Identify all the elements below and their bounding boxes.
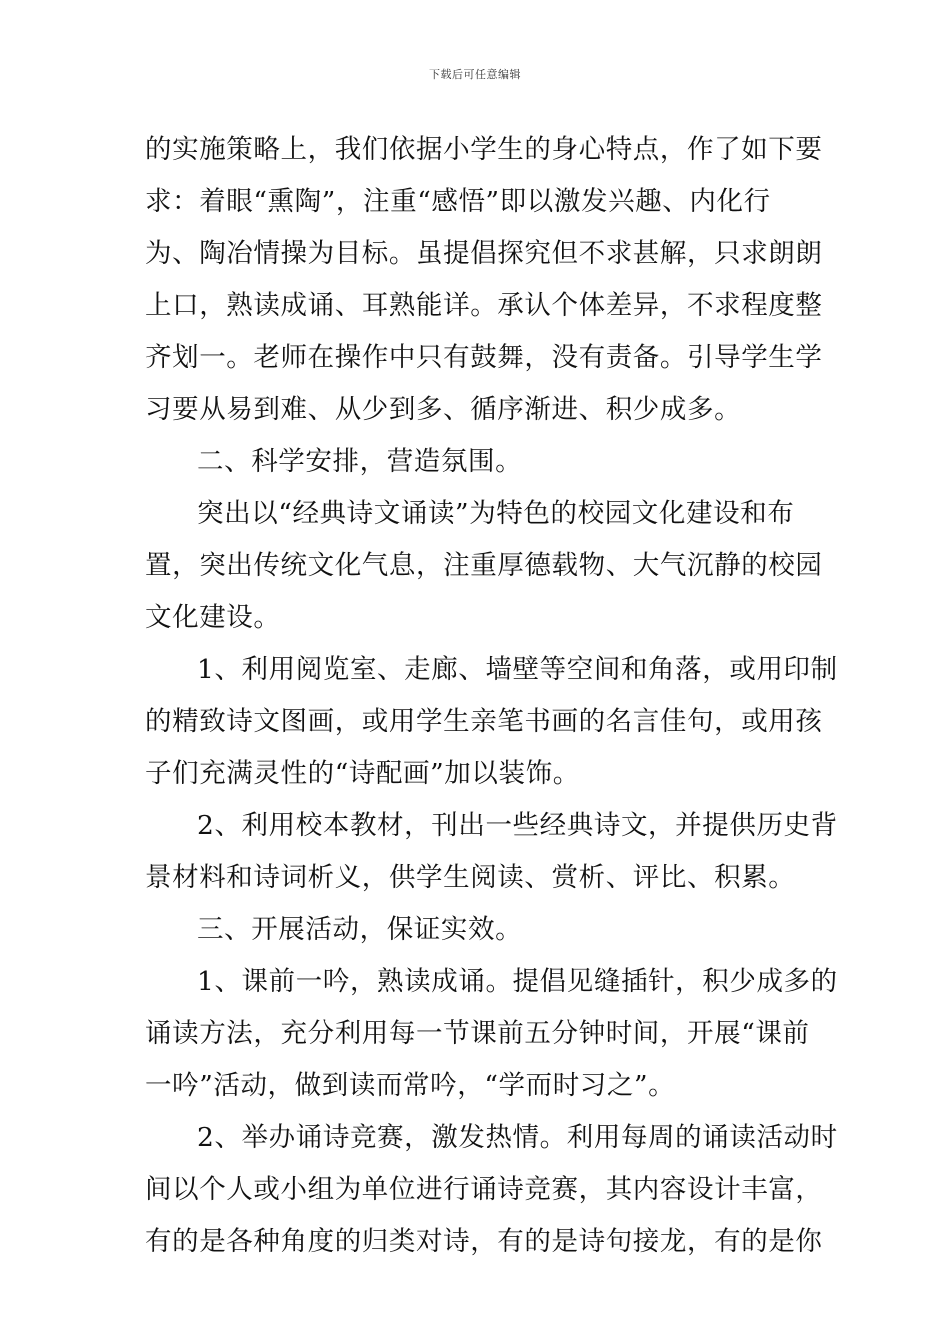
text-line: 的实施策略上，我们依据小学生的身心特点，作了如下要 — [145, 134, 823, 165]
page-header-note: 下载后可任意编辑 — [429, 68, 521, 81]
section-heading: 三、开展活动，保证实效。 — [197, 914, 523, 945]
text-line: 齐划一。老师在操作中只有鼓舞，没有责备。引导学生学 — [145, 342, 823, 373]
text-line: 为、陶冶情操为目标。虽提倡探究但不求甚解，只求朗朗 — [145, 238, 823, 269]
text-line: 的精致诗文图画，或用学生亲笔书画的名言佳句，或用孩 — [145, 706, 823, 737]
text-line: 有的是各种角度的归类对诗，有的是诗句接龙，有的是你 — [145, 1226, 823, 1257]
section-heading: 二、科学安排，营造氛围。 — [197, 446, 523, 477]
text-line: 间以个人或小组为单位进行诵诗竞赛，其内容设计丰富， — [145, 1174, 823, 1205]
text-line: 子们充满灵性的“诗配画”加以装饰。 — [145, 758, 580, 789]
text-line: 2、利用校本教材，刊出一些经典诗文，并提供历史背 — [197, 810, 838, 841]
text-line: 2、举办诵诗竞赛，激发热情。利用每周的诵读活动时 — [197, 1122, 838, 1153]
text-line: 1、利用阅览室、走廊、墙壁等空间和角落，或用印制 — [197, 654, 838, 685]
text-line: 景材料和诗词析义，供学生阅读、赏析、评比、积累。 — [145, 862, 796, 893]
text-line: 一吟”活动，做到读而常吟，“学而时习之”。 — [145, 1070, 676, 1101]
document-body — [145, 124, 838, 1268]
text-line: 突出以“经典诗文诵读”为特色的校园文化建设和布 — [197, 498, 795, 529]
text-line: 求：着眼“熏陶”，注重“感悟”即以激发兴趣、内化行 — [145, 186, 771, 217]
text-line: 1、课前一吟，熟读成诵。提倡见缝插针，积少成多的 — [197, 966, 838, 997]
text-line: 置，突出传统文化气息，注重厚德载物、大气沉静的校园 — [145, 550, 823, 581]
text-line: 习要从易到难、从少到多、循序渐进、积少成多。 — [145, 394, 742, 425]
text-line: 上口，熟读成诵、耳熟能详。承认个体差异，不求程度整 — [145, 290, 823, 321]
text-line: 诵读方法，充分利用每一节课前五分钟时间，开展“课前 — [145, 1018, 810, 1049]
text-line: 文化建设。 — [145, 602, 281, 633]
